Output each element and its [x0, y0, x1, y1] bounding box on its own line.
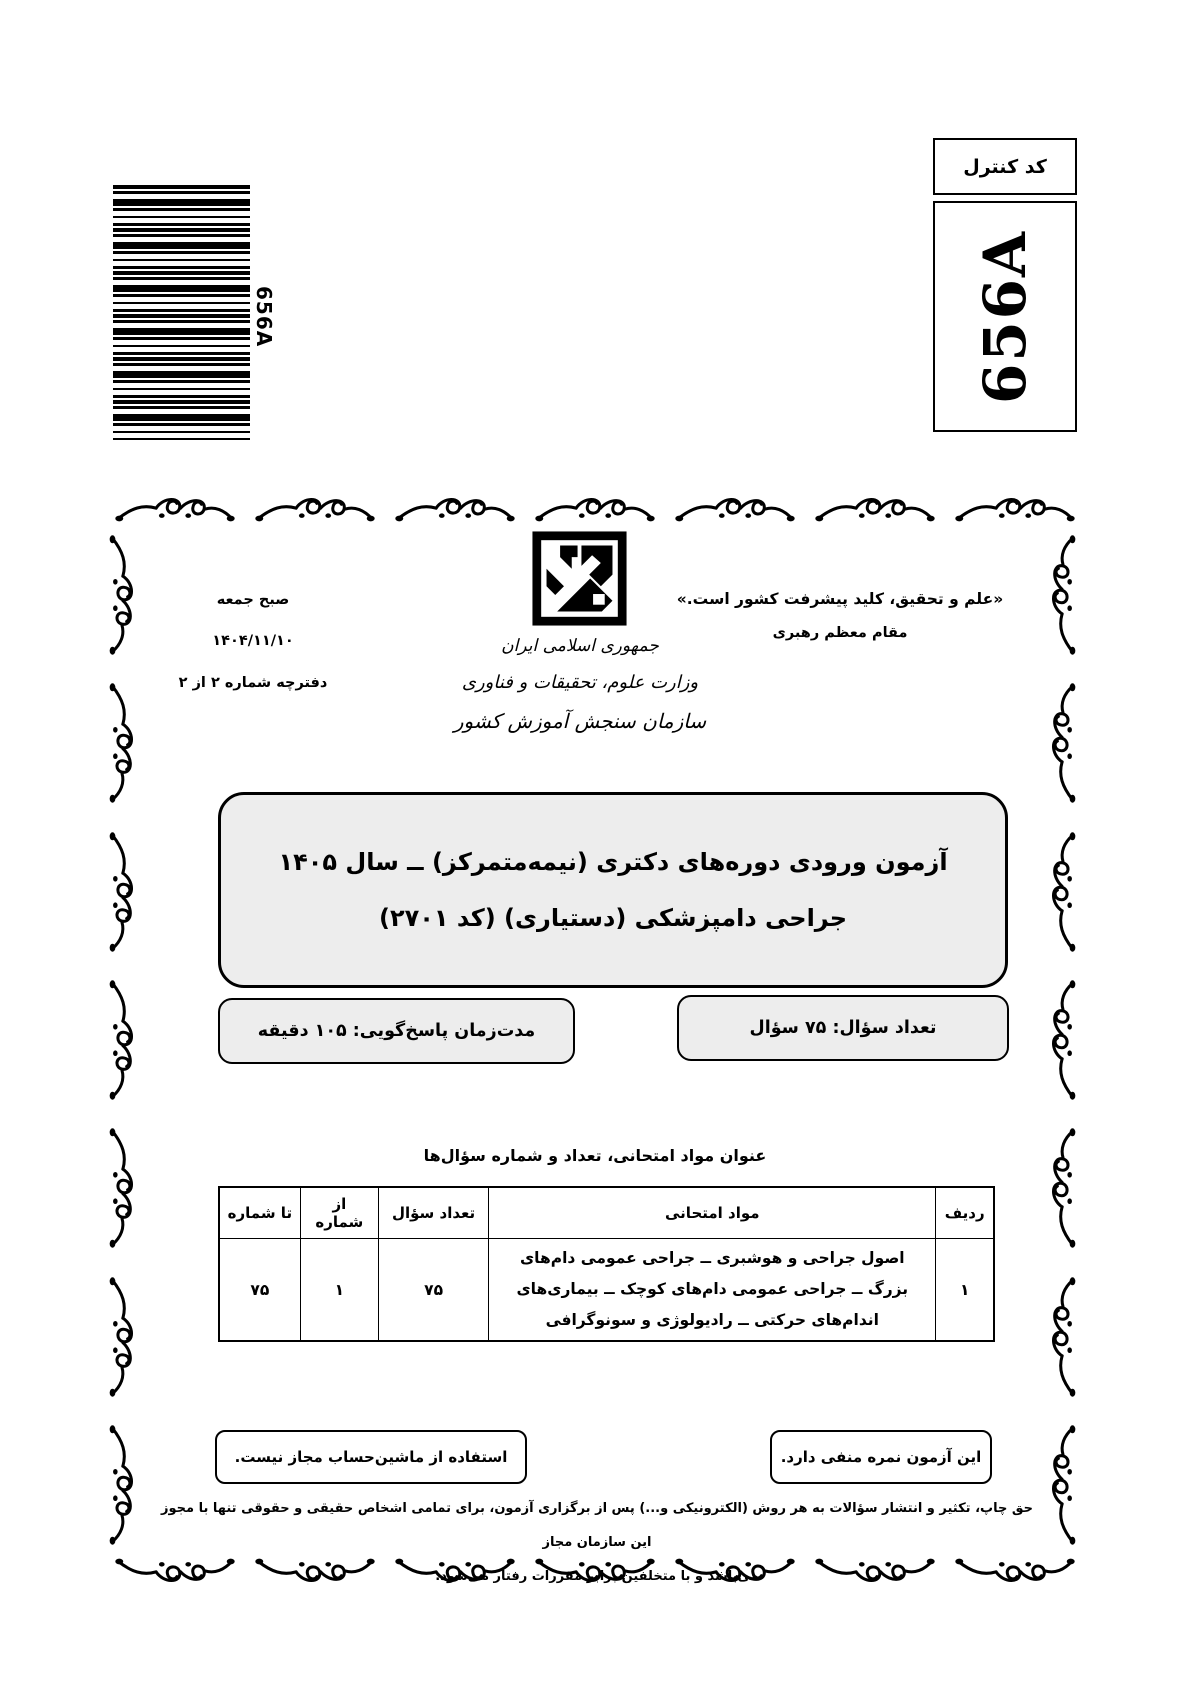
quote-text: «علم و تحقیق، کلید پیشرفت کشور است.» [676, 590, 1004, 608]
quote-attribution: مقام معظم رهبری [772, 625, 908, 642]
exam-materials-table [218, 1186, 995, 1342]
table-header-row [219, 1187, 994, 1239]
scroll-ornament-icon [1047, 1422, 1081, 1548]
barcode-label: 656A [252, 286, 276, 348]
copyright-notice [150, 1492, 1044, 1593]
scroll-ornament-icon [252, 493, 378, 527]
booklet-number: دفترچه شماره ۲ از ۲ [178, 674, 328, 691]
exam-title-line2: جراحی دامپزشکی (دستیاری) (کد ۲۷۰۱) [378, 904, 848, 932]
header-question-count: تعداد سؤال [378, 1187, 488, 1239]
header-to-number: تا شماره [219, 1187, 300, 1239]
organization-names [380, 638, 780, 733]
calculator-notice: استفاده از ماشین‌حساب مجاز نیست. [215, 1430, 527, 1484]
header-from-number: از شماره [300, 1187, 378, 1239]
scroll-ornament-icon [1047, 1274, 1081, 1400]
duration-box: مدت‌زمان پاسخ‌گویی: ۱۰۵ دقیقه [218, 998, 575, 1064]
org-country: جمهوری اسلامی ایران [501, 636, 659, 656]
ornament-border-left [103, 532, 139, 1548]
org-agency: سازمان سنجش آموزش کشور [453, 709, 707, 733]
negative-score-notice: این آزمون نمره منفی دارد. [770, 1430, 992, 1484]
question-count-box: تعداد سؤال: ۷۵ سؤال [677, 995, 1009, 1061]
cell-from-number: ۱ [300, 1239, 378, 1342]
scroll-ornament-icon [1047, 1125, 1081, 1251]
scroll-ornament-icon [104, 1125, 138, 1251]
scroll-ornament-icon [392, 493, 518, 527]
scroll-ornament-icon [532, 493, 658, 527]
copyright-line1: حق چاپ، تکثیر و انتشار سؤالات به هر روش (الکترونیکی و...) پس از برگزاری آزمون، برای تمامی اشخاص حقیقی و حقوقی تنها با مجوز این سازمان مجاز [161, 1501, 1033, 1550]
scroll-ornament-icon [1047, 977, 1081, 1103]
scroll-ornament-icon [812, 493, 938, 527]
cell-subjects: اصول جراحی و هوشبری ــ جراحی عمومی دام‌های بزرگ ــ جراحی عمومی دام‌های کوچک ــ بیماری‌های اندام‌های حرکتی ــ رادیولوژی و سونوگرافی [489, 1239, 936, 1342]
exam-title-box [218, 792, 1008, 988]
scroll-ornament-icon [1047, 532, 1081, 658]
header-row-number: ردیف [936, 1187, 994, 1239]
barcode [113, 185, 250, 440]
scroll-ornament-icon [112, 493, 238, 527]
org-ministry: وزارت علوم، تحقیقات و فناوری [461, 672, 699, 693]
header-subjects: مواد امتحانی [489, 1187, 936, 1239]
scroll-ornament-icon [104, 680, 138, 806]
ornament-border-right [1046, 532, 1082, 1548]
scroll-ornament-icon [104, 977, 138, 1103]
scroll-ornament-icon [104, 829, 138, 955]
sanjesh-logo-icon [531, 530, 628, 627]
cell-question-count: ۷۵ [378, 1239, 488, 1342]
control-code-value: 656A [970, 229, 1039, 404]
copyright-line2: می‌باشد و با متخلفین برابر مقررات رفتار می‌شود. [435, 1568, 759, 1584]
scroll-ornament-icon [1047, 680, 1081, 806]
scroll-ornament-icon [1047, 829, 1081, 955]
control-code-box [933, 201, 1077, 432]
scroll-ornament-icon [672, 493, 798, 527]
table-title: عنوان مواد امتحانی، تعداد و شماره سؤال‌ها [423, 1146, 767, 1165]
scroll-ornament-icon [104, 532, 138, 658]
scroll-ornament-icon [952, 493, 1078, 527]
leader-quote [640, 588, 1040, 645]
control-code-header: کد کنترل [933, 138, 1077, 195]
exam-date: ۱۴۰۴/۱۱/۱۰ [212, 633, 294, 650]
table-row [219, 1239, 994, 1342]
exam-title-line1: آزمون ورودی دوره‌های دکتری (نیمه‌متمرکز) ــ سال ۱۴۰۵ [278, 848, 948, 876]
cell-to-number: ۷۵ [219, 1239, 300, 1342]
session-info [158, 580, 348, 704]
scroll-ornament-icon [104, 1422, 138, 1548]
ornament-border-top [112, 492, 1078, 528]
session-time: صبح جمعه [216, 592, 290, 608]
cell-row-number: ۱ [936, 1239, 994, 1342]
scroll-ornament-icon [104, 1274, 138, 1400]
